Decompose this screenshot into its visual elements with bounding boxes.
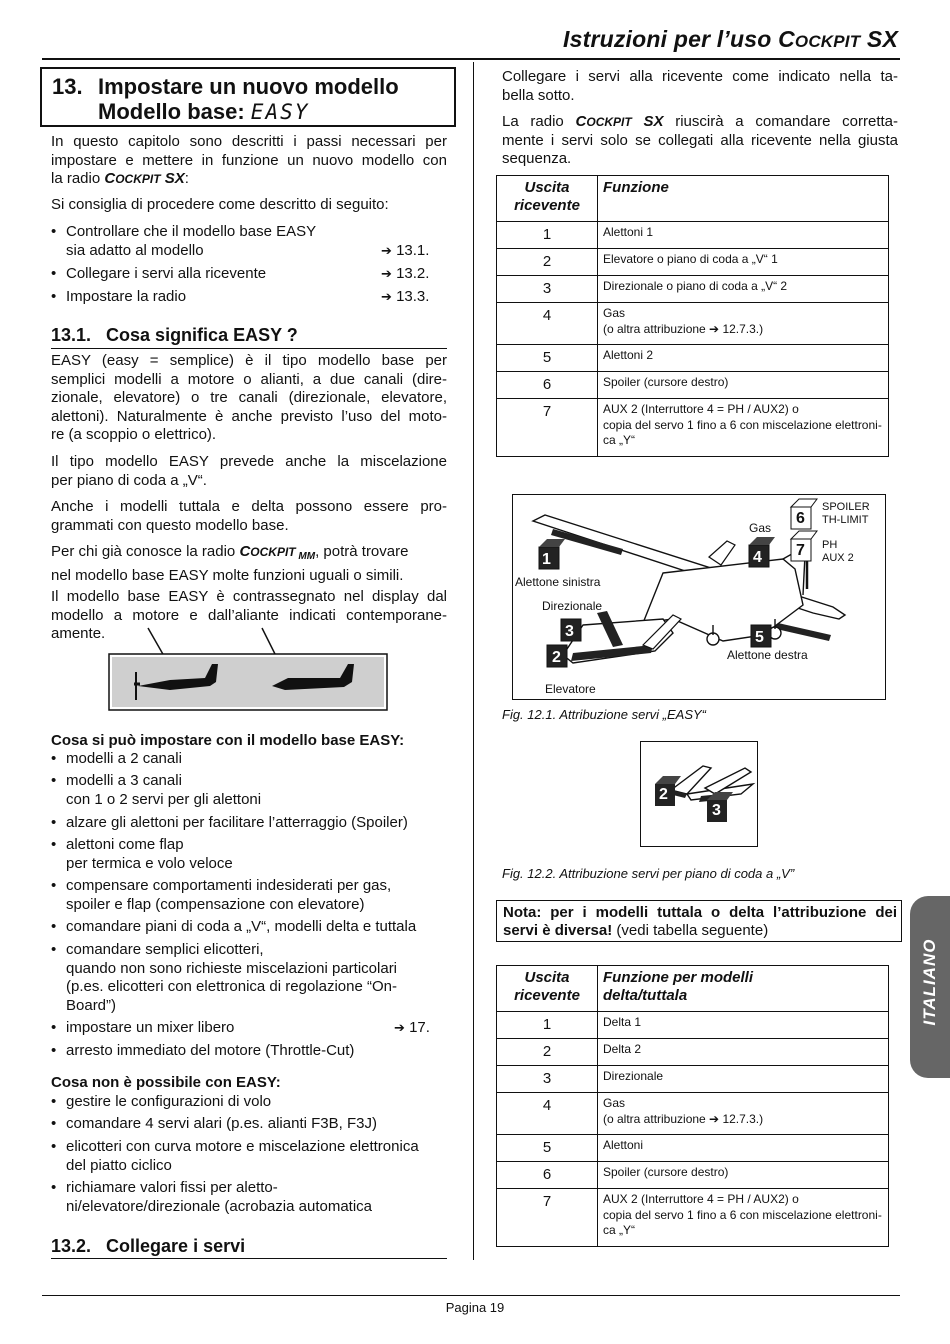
table-header-row: [497, 966, 889, 1012]
label-alettone-destra: Alettone destra: [727, 648, 808, 662]
table-row: 6 Spoiler (cursore destro): [497, 372, 889, 399]
step-item: • Controllare che il modello base EASY sia adatto al modello ➔ 13.1.: [51, 223, 430, 259]
label-gas: Gas: [749, 521, 772, 535]
table-row: 3 Direzionale o piano di coda a „V“ 2: [497, 276, 889, 303]
chapter-title-line2: Modello base: EASY: [98, 99, 310, 124]
footer-rule: [42, 1295, 900, 1296]
table-row: 1 Alettoni 1: [497, 222, 889, 249]
table-header-cell: Uscita ricevente: [497, 966, 598, 1012]
servo-number-1: 1: [542, 551, 551, 568]
note-box: Nota: per i modelli tuttala o delta l’attribuzione dei servi è diversa! (vedi tabella seguente): [496, 900, 902, 942]
table-row: 4 Gas (o altra attribuzione ➔ 12.7.3.): [497, 1093, 889, 1135]
table-row: 2 Delta 2: [497, 1039, 889, 1066]
cannot-title: Cosa non è possibile con EASY:: [51, 1074, 281, 1091]
table-row: 4 Gas (o altra attribuzione ➔ 12.7.3.): [497, 303, 889, 345]
can-configure-title: Cosa si può impostare con il modello base EASY:: [51, 732, 405, 749]
servo-number-6: 6: [796, 510, 805, 527]
intro-paragraph: In questo capitolo sono descritti i passi necessari per impostare e mettere in funzione un nuovo modello con la radio COCKPIT SX:: [51, 133, 447, 187]
table-row: 5 Alettoni 2: [497, 345, 889, 372]
table-row: 1 Delta 1: [497, 1012, 889, 1039]
column-divider: [473, 62, 474, 1260]
table-header-cell: Uscita ricevente: [497, 176, 598, 222]
language-tab-label: ITALIANO: [920, 938, 939, 1026]
chapter-title-line1: Impostare un nuovo modello: [98, 74, 399, 99]
section-rule: [51, 348, 447, 349]
language-tab[interactable]: [910, 896, 950, 1078]
table-header-row: [497, 176, 889, 222]
table-row: 2 Elevatore o piano di coda a „V“ 1: [497, 249, 889, 276]
paragraph-display: Il modello base EASY è contrassegnato nel display dal modello a motore e dall’aliante indicati contemporane- amente.: [51, 588, 447, 642]
servo-number-5: 5: [755, 629, 764, 646]
display-illustration: [100, 620, 400, 715]
figure-caption: Fig. 12.1. Attribuzione servi „EASY“: [502, 707, 706, 722]
page-header-title: Istruzioni per l’uso COCKPIT SX: [563, 26, 898, 52]
label-direzionale: Direzionale: [542, 599, 603, 613]
table-row: 7 AUX 2 (Interruttore 4 = PH / AUX2) o copia del servo 1 fino a 6 con miscelazione elettroni- ca „Y“: [497, 1189, 889, 1247]
servo-table: [496, 175, 889, 457]
step-item: • Impostare la radio ➔ 13.3.: [51, 288, 430, 305]
table-row: 6 Spoiler (cursore destro): [497, 1162, 889, 1189]
header-rule: [42, 58, 900, 60]
paragraph-delta: Anche i modelli tuttala e delta possono essere pro- grammati con questo modello base.: [51, 498, 447, 534]
table-row: 5 Alettoni: [497, 1135, 889, 1162]
paragraph-cockpit-mm: Per chi già conosce la radio COCKPIT $_{MM}$, potrà trovare nel modello base EASY molte funzioni uguali o simili.: [51, 543, 409, 584]
pointer-line: [148, 628, 164, 656]
section-13-2-title: 13.2. Collegare i servi: [51, 1236, 246, 1256]
servo-number-7: 7: [796, 542, 805, 559]
servo-number-4: 4: [753, 549, 762, 566]
table-row: 7 AUX 2 (Interruttore 4 = PH / AUX2) o copia del servo 1 fino a 6 con miscelazione elettroni- ca „Y“: [497, 399, 889, 457]
page-number: Pagina 19: [445, 1300, 505, 1315]
table-row: 3 Direzionale: [497, 1066, 889, 1093]
figure-servo-assignment: [512, 494, 886, 700]
servo-number-2: 2: [659, 786, 668, 803]
paragraph-easy: EASY (easy = semplice) è il tipo modello base per semplici modelli a motore o alianti, a due canali (dire- zionale, elevatore) o tre canali (direzionale, elevatore, alettoni). Naturalmente è anche previsto l’uso del moto- re (a scoppio o elettrico).: [51, 352, 447, 443]
label-spoiler: SPOILER TH-LIMIT: [822, 501, 870, 526]
chapter-title-box: [40, 67, 456, 127]
table-header-cell: Funzione per modelli delta/tuttala: [598, 966, 889, 1012]
label-elevatore: Elevatore: [545, 682, 596, 696]
connect-paragraph: Collegare i servi alla ricevente come indicato nella ta- bella sotto.: [502, 68, 898, 104]
sequence-paragraph: La radio COCKPIT SX riuscirà a comandare corretta- mente i servi solo se collegati alla ricevente nella giusta sequenza.: [502, 113, 898, 167]
section-13-1-title: 13.1. Cosa significa EASY ?: [51, 325, 298, 345]
servo-number-3: 3: [712, 802, 721, 819]
step-item: • Collegare i servi alla ricevente ➔ 13.2.: [51, 265, 430, 282]
advice-text: Si consiglia di procedere come descritto di seguito:: [51, 196, 389, 213]
figure-caption: Fig. 12.2. Attribuzione servi per piano di coda a „V”: [502, 866, 795, 881]
delta-servo-table: [496, 965, 889, 1247]
servo-number-2: 2: [552, 649, 561, 666]
pointer-line: [262, 628, 276, 656]
figure-vtail: [640, 741, 758, 847]
section-rule: [51, 1258, 447, 1259]
paragraph-vtail: Il tipo modello EASY prevede anche la miscelazione per piano di coda a „V“.: [51, 453, 447, 489]
label-ph-aux: PH AUX 2: [822, 539, 854, 564]
servo-number-3: 3: [565, 623, 574, 640]
label-alettone-sinistra: Alettone sinistra: [515, 575, 601, 589]
chapter-number: 13.: [52, 74, 83, 99]
table-header-cell: Funzione: [598, 176, 889, 222]
